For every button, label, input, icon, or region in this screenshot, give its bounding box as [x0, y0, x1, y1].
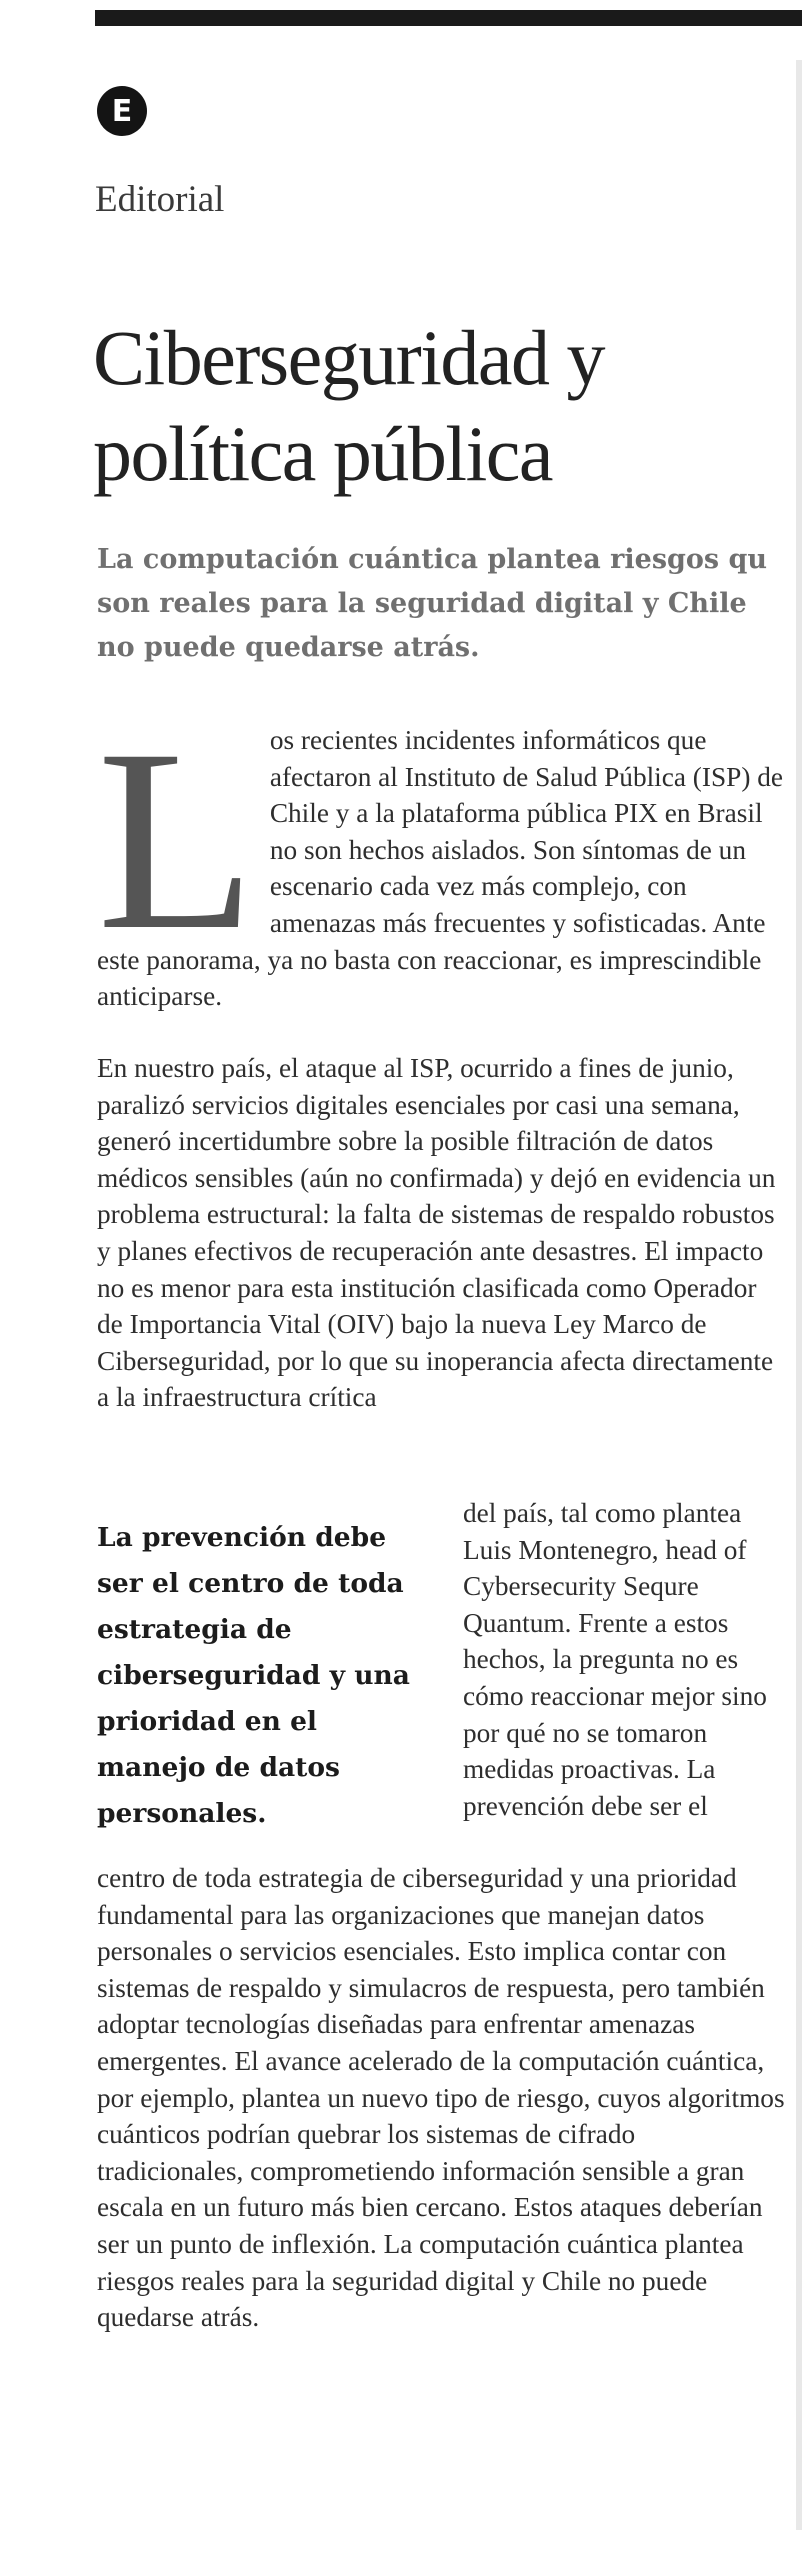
- section-label: Editorial: [95, 179, 225, 220]
- paragraph-1-text: os recientes incidentes informáticos que afectaron al Instituto de Salud Pública (ISP) de Chile y a la plataforma pública PIX en Brasil no son hechos aislados. Son síntomas de un escenario cada vez más complejo, con amenazas más frecuentes y sofisticadas. Ante este panorama, ya no basta con reaccionar, es imprescindible anticiparse.: [97, 725, 784, 1012]
- top-rule: [95, 10, 802, 26]
- side-column-text: del país, tal como plantea Luis Montenegro, head of Cybersecurity Sequre Quantum. Frente a estos hechos, la pregunta no es cómo reaccionar mejor sino por qué no se tomaron medidas proactivas. La prevención debe ser el: [463, 1498, 767, 1821]
- article-paragraph-2: En nuestro país, el ataque al ISP, ocurrido a fines de junio, paralizó servicios digitales esenciales por casi una semana, generó incertidumbre sobre la posible filtración de datos médicos sensibles (aún no confirmada) y dejó en evidencia un problema estructural: la falta de sistemas de respaldo robustos y planes efectivos de recuperación ante desastres. El impacto no es menor para esta institución clasificada como Operador de Importancia Vital (OIV) bajo la nueva Ley Marco de Ciberseguridad, por lo que su inoperancia afecta directamente a la infraestructura crítica: [97, 1053, 776, 1413]
- article-paragraph-1: [97, 696, 787, 1015]
- pull-quote: La prevención debe ser el centro de toda estrategia de ciberseguridad y una prioridad en el manejo de datos personales.: [97, 1522, 410, 1829]
- deck: La computación cuántica plantea riesgos qu son reales para la seguridad digital y Chile no puede quedarse atrás.: [97, 544, 768, 663]
- section-badge: E: [97, 86, 147, 136]
- page-edge-shadow: [796, 60, 802, 2530]
- headline: Ciberseguridad y política pública: [93, 314, 605, 497]
- article-paragraph-3: centro de toda estrategia de ciberseguridad y una prioridad fundamental para las organizaciones que manejan datos personales o servicios esenciales. Esto implica contar con sistemas de respaldo y simulacros de respuesta, pero también adoptar tecnologías diseñadas para enfrentar amenazas emergentes. El avance acelerado de la computación cuántica, por ejemplo, plantea un nuevo tipo de riesgo, cuyos algoritmos cuánticos podrían quebrar los sistemas de cifrado tradicionales, comprometiendo información sensible a gran escala en un futuro más bien cercano. Estos ataques deberían ser un punto de inflexión. La computación cuántica plantea riesgos reales para la seguridad digital y Chile no puede quedarse atrás.: [97, 1863, 785, 2333]
- drop-cap: L: [97, 696, 256, 984]
